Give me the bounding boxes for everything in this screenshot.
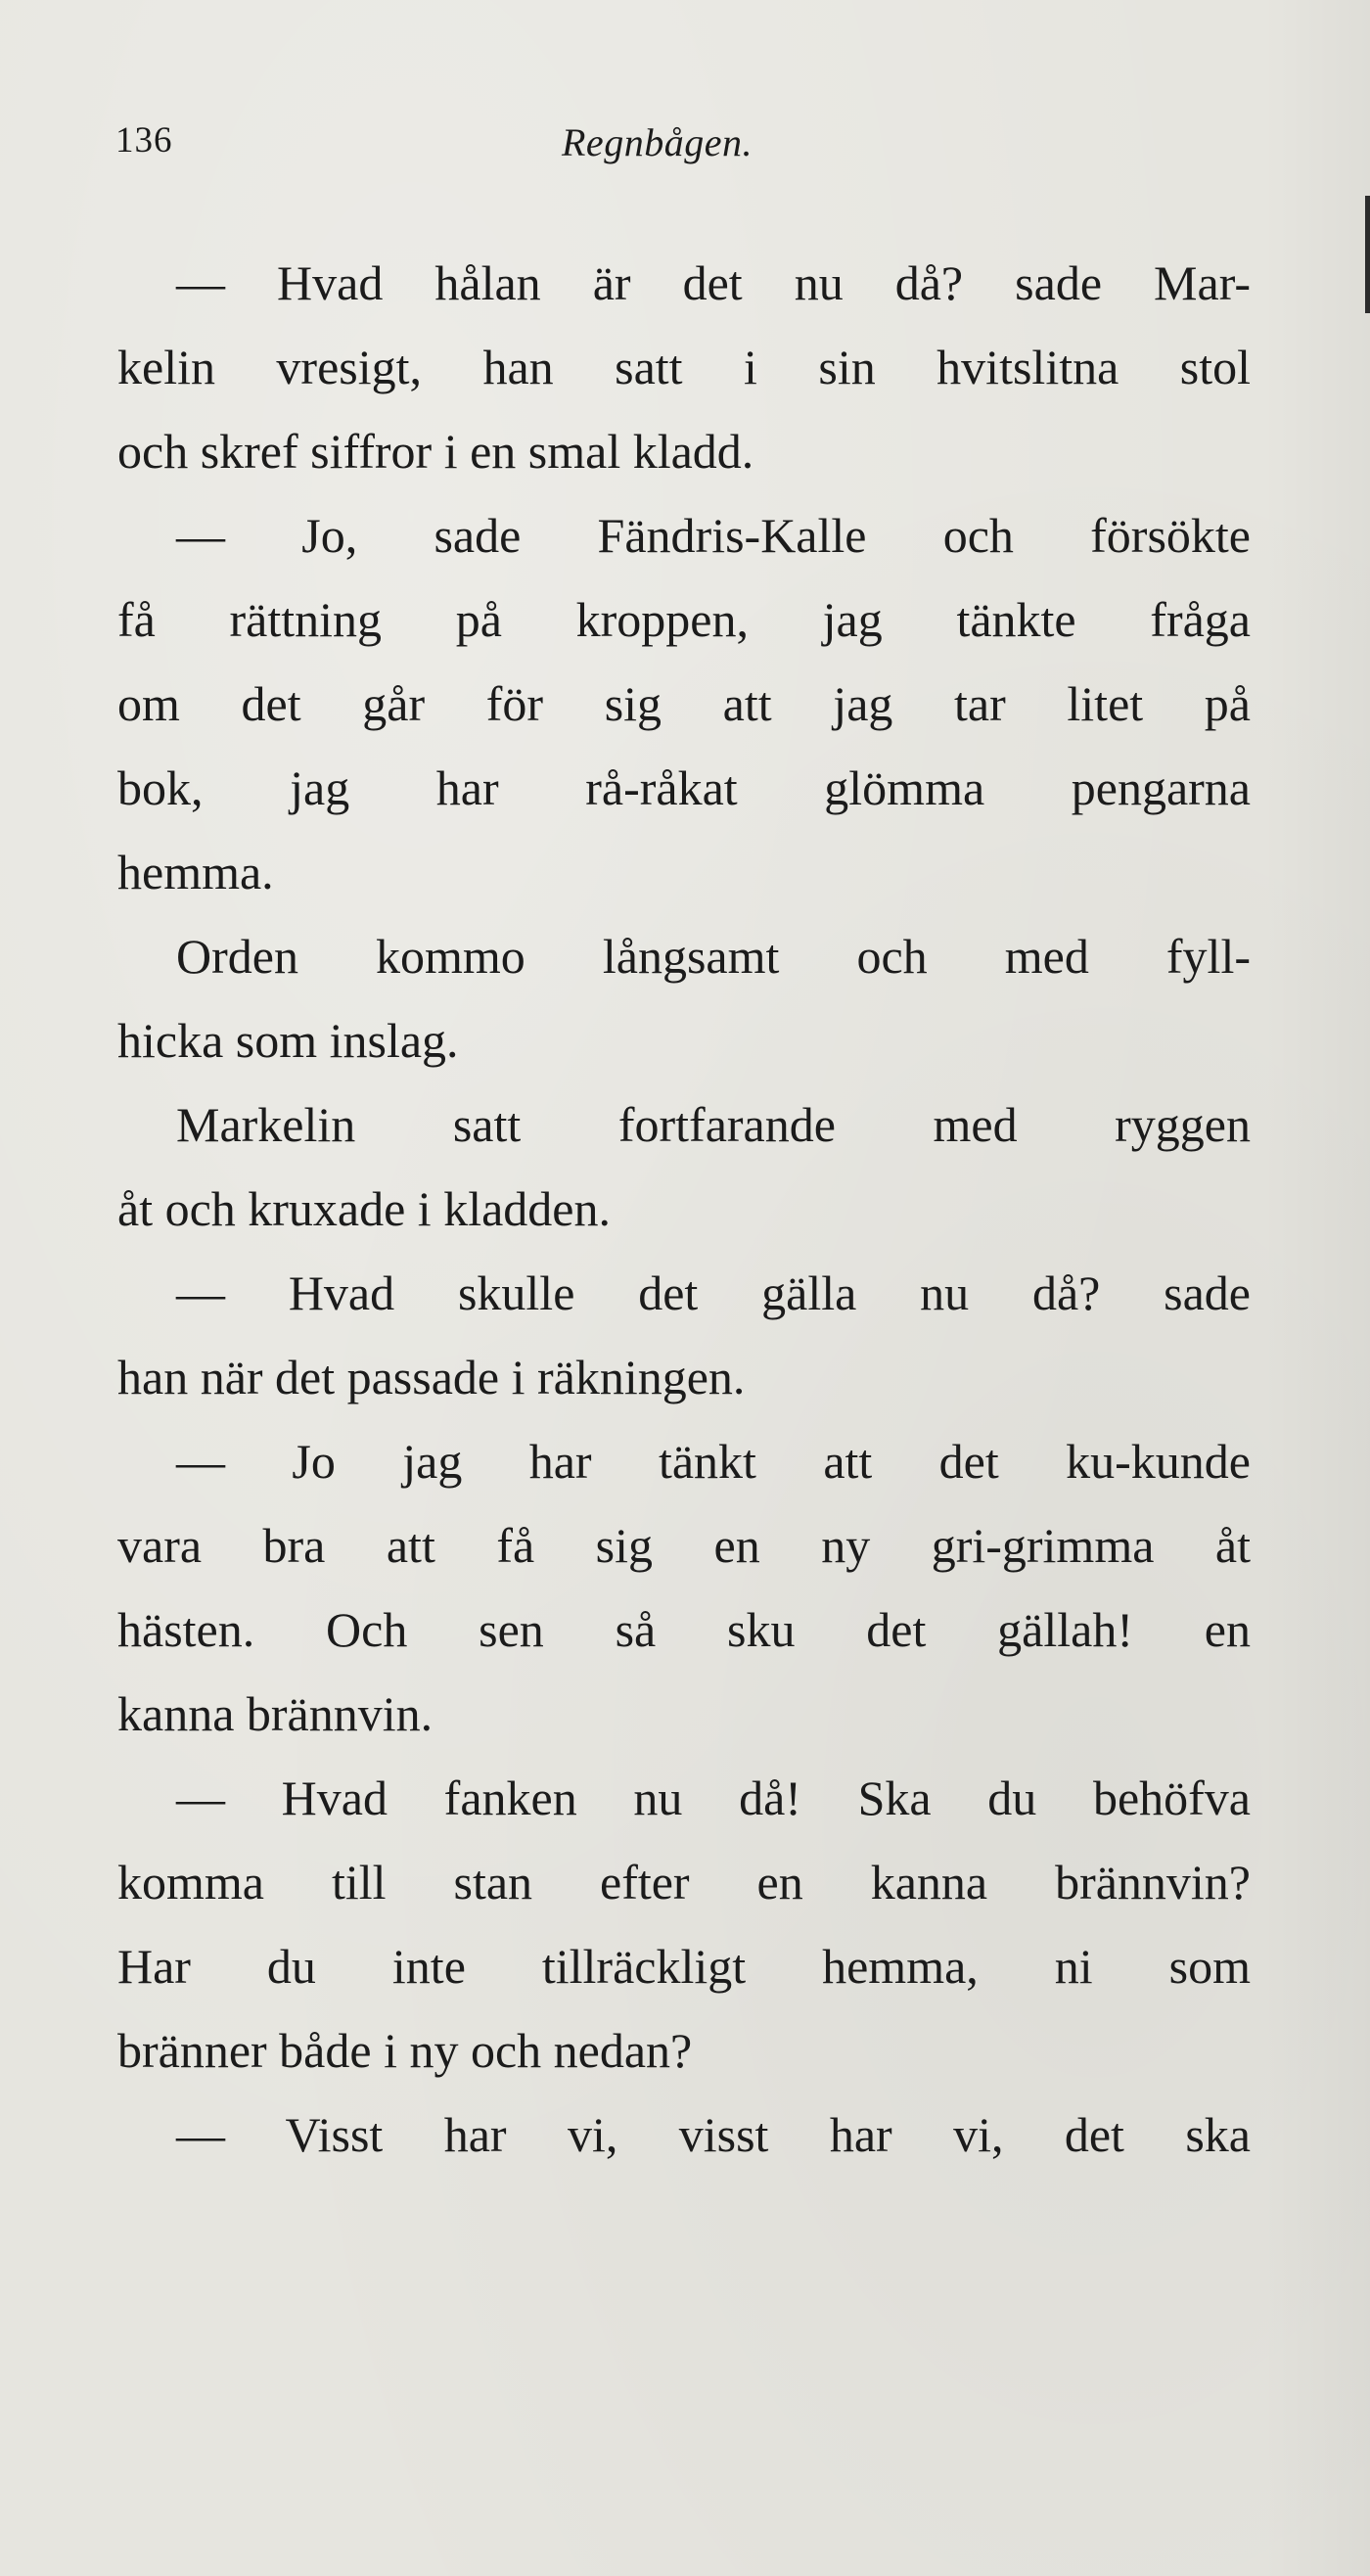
text-line: Markelin satt fortfarande med ryggen [176, 1097, 1251, 1152]
page-edge-mark [1365, 196, 1370, 313]
text-line: få rättning på kroppen, jag tänkte fråga [117, 592, 1251, 647]
text-line: och skref siffror i en smal kladd. [117, 424, 754, 479]
page-shadow [1262, 0, 1370, 2576]
text-line: — Jo, sade Fändris-Kalle och försökte [176, 508, 1251, 563]
text-line: — Hvad fanken nu då! Ska du behöfva [176, 1771, 1251, 1825]
text-line: — Hvad skulle det gälla nu då? sade [176, 1265, 1251, 1320]
text-line: hästen. Och sen så sku det gällah! en [117, 1602, 1251, 1657]
text-line: — Jo jag har tänkt att det ku-kunde [176, 1434, 1251, 1489]
text-line: han när det passade i räkningen. [117, 1350, 746, 1404]
text-line: bränner både i ny och nedan? [117, 2023, 693, 2078]
text-line: vara bra att få sig en ny gri-grimma åt [117, 1518, 1251, 1573]
page-number: 136 [115, 120, 173, 161]
text-line: Har du inte tillräckligt hemma, ni som [117, 1939, 1251, 1994]
text-line: bok, jag har rå-råkat glömma pengarna [117, 760, 1251, 815]
text-line: kelin vresigt, han satt i sin hvitslitna stol [117, 340, 1251, 394]
text-line: Orden kommo långsamt och med fyll- [176, 929, 1251, 984]
text-line: — Visst har vi, visst har vi, det ska [176, 2107, 1251, 2162]
running-title: Regnbågen. [562, 120, 753, 164]
text-line: kanna brännvin. [117, 1686, 434, 1741]
text-line: åt och kruxade i kladden. [117, 1181, 611, 1236]
running-head [115, 119, 1251, 178]
text-line: om det går för sig att jag tar litet på [117, 676, 1251, 731]
text-line: hemma. [117, 845, 274, 899]
text-line: komma till stan efter en kanna brännvin? [117, 1855, 1251, 1909]
body-text [117, 241, 1251, 2177]
text-line: hicka som inslag. [117, 1013, 459, 1068]
text-line: — Hvad hålan är det nu då? sade Mar- [176, 255, 1251, 310]
